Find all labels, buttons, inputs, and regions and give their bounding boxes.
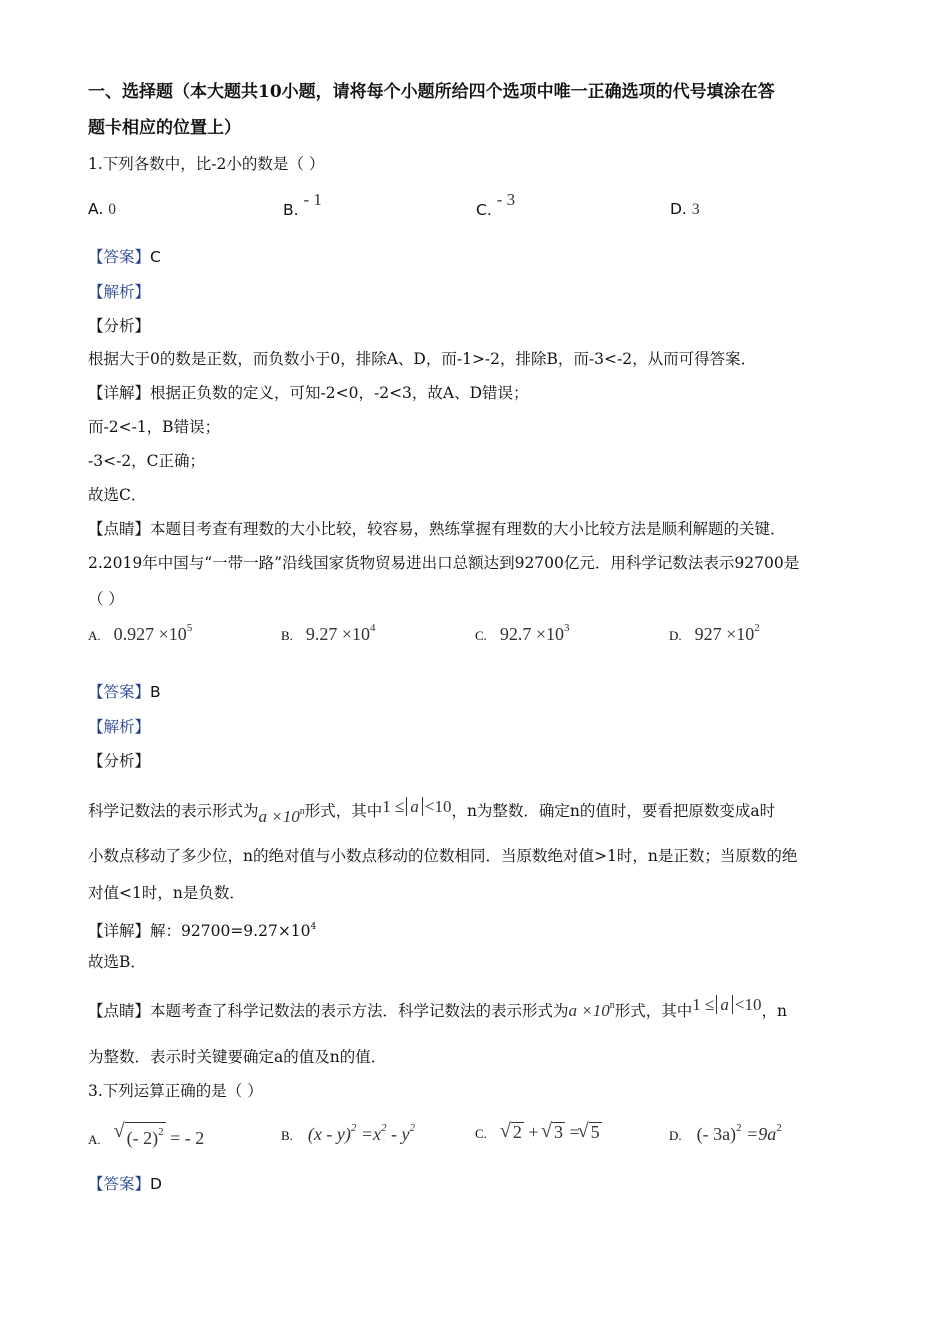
- detail-tag: 【详解】: [88, 922, 151, 940]
- q1-line-b: 而-2<-1，B错误；: [88, 418, 221, 436]
- q1-comment: 【点睛】本题目考查有理数的大小比较，较容易，熟练掌握有理数的大小比较方法是顺利解题的关键．: [88, 520, 786, 538]
- q3-answer: [88, 1174, 162, 1194]
- answer-value: D: [150, 1175, 162, 1193]
- answer-value: C: [150, 248, 161, 266]
- q2-stem-line1: 2.2019年中国与“一带一路”沿线国家货物贸易进出口总额达到92700亿元．用科学记数法表示92700是: [88, 554, 800, 572]
- q1-option-a: A. 0: [88, 200, 116, 218]
- q1-option-b: B. - 1: [283, 190, 322, 219]
- answer-tag: 【答案】: [88, 1175, 151, 1193]
- q1-line-choose: 故选C．: [88, 486, 147, 504]
- q1-line-c: -3<-2，C正确；: [88, 452, 206, 470]
- q1-analysis-tag: 【解析】: [88, 283, 151, 301]
- q2-fenxi-line3: 对值<1时，n是负数．: [88, 884, 245, 902]
- q2-option-a: A. $0.927 \times 10^5$: [88, 622, 193, 644]
- q2-line-choose: 故选B．: [88, 953, 146, 971]
- q2-stem-line2: （ ）: [88, 590, 124, 608]
- q1-fenxi-text: 根据大于0的数是正数，而负数小于0，排除A、D，而-1>-2，排除B，而-3<-2，从而可得答案．: [88, 350, 757, 368]
- q3-option-b: B. $(x - y)^2 =x^2 - y^2$: [281, 1122, 415, 1144]
- q1-detail: 【详解】根据正负数的定义，可知-2<0，-2<3，故A、D错误；: [88, 384, 529, 402]
- q2-answer: [88, 682, 161, 702]
- q2-fenxi-tag: 【分析】: [88, 752, 151, 770]
- q1-stem: 1.下列各数中，比-2小的数是（ ）: [88, 155, 325, 173]
- q2-analysis-tag: 【解析】: [88, 718, 151, 736]
- q3-stem: 3.下列运算正确的是（ ）: [88, 1082, 263, 1100]
- section-title-line1: 一、选择题（本大题共10小题，请将每个小题所给四个选项中唯一正确选项的代号填涂在答: [88, 82, 775, 102]
- q2-option-b: B. $9.27 \times 10^4$: [281, 622, 376, 644]
- q1-answer: [88, 247, 161, 267]
- comment-tag: 【点睛】: [88, 520, 151, 538]
- q1-fenxi-tag: 【分析】: [88, 317, 151, 335]
- q2-comment-line2: 为整数．表示时关键要确定a的值及n的值．: [88, 1048, 387, 1066]
- q2-comment-line1: 【点睛】本题考查了科学记数法的表示方法．科学记数法的表示形式为$a \times 10^n$形式，其中1 ≤ a <10，n: [88, 995, 787, 1020]
- q2-option-c: C. $92.7 \times 10^3$: [475, 622, 570, 644]
- q2-detail: 【详解】解：$92700=9.27\times 10^4$: [88, 922, 317, 940]
- section-title-line2: 题卡相应的位置上）: [88, 118, 241, 138]
- answer-tag: 【答案】: [88, 248, 151, 266]
- detail-tag: 【详解】: [88, 384, 151, 402]
- answer-tag: 【答案】: [88, 683, 151, 701]
- q3-option-d: D. (- $3a)^2 =9a^2$: [669, 1122, 782, 1144]
- q2-fenxi-line2: 小数点移动了多少位，n的绝对值与小数点移动的位数相同．当原数绝对值>1时，n是正数；当原数的绝: [88, 847, 798, 865]
- answer-value: B: [150, 683, 161, 701]
- q1-option-d: D. 3: [670, 200, 700, 218]
- comment-tag: 【点睛】: [88, 1002, 151, 1020]
- q1-option-c: C. - 3: [476, 190, 516, 219]
- q3-option-a: A. √ (- 2)$^2$ = - 2: [88, 1122, 204, 1149]
- q2-option-d: D. $927 \times 10^2$: [669, 622, 760, 644]
- q2-fenxi-line1: 科学记数法的表示形式为$a \times 10^n$形式，其中1 ≤ a <10，n为整数．确定n的值时，要看把原数变成a时: [88, 797, 776, 826]
- q3-option-c: C. √ 2 + √ 3 =√ 5: [475, 1122, 602, 1143]
